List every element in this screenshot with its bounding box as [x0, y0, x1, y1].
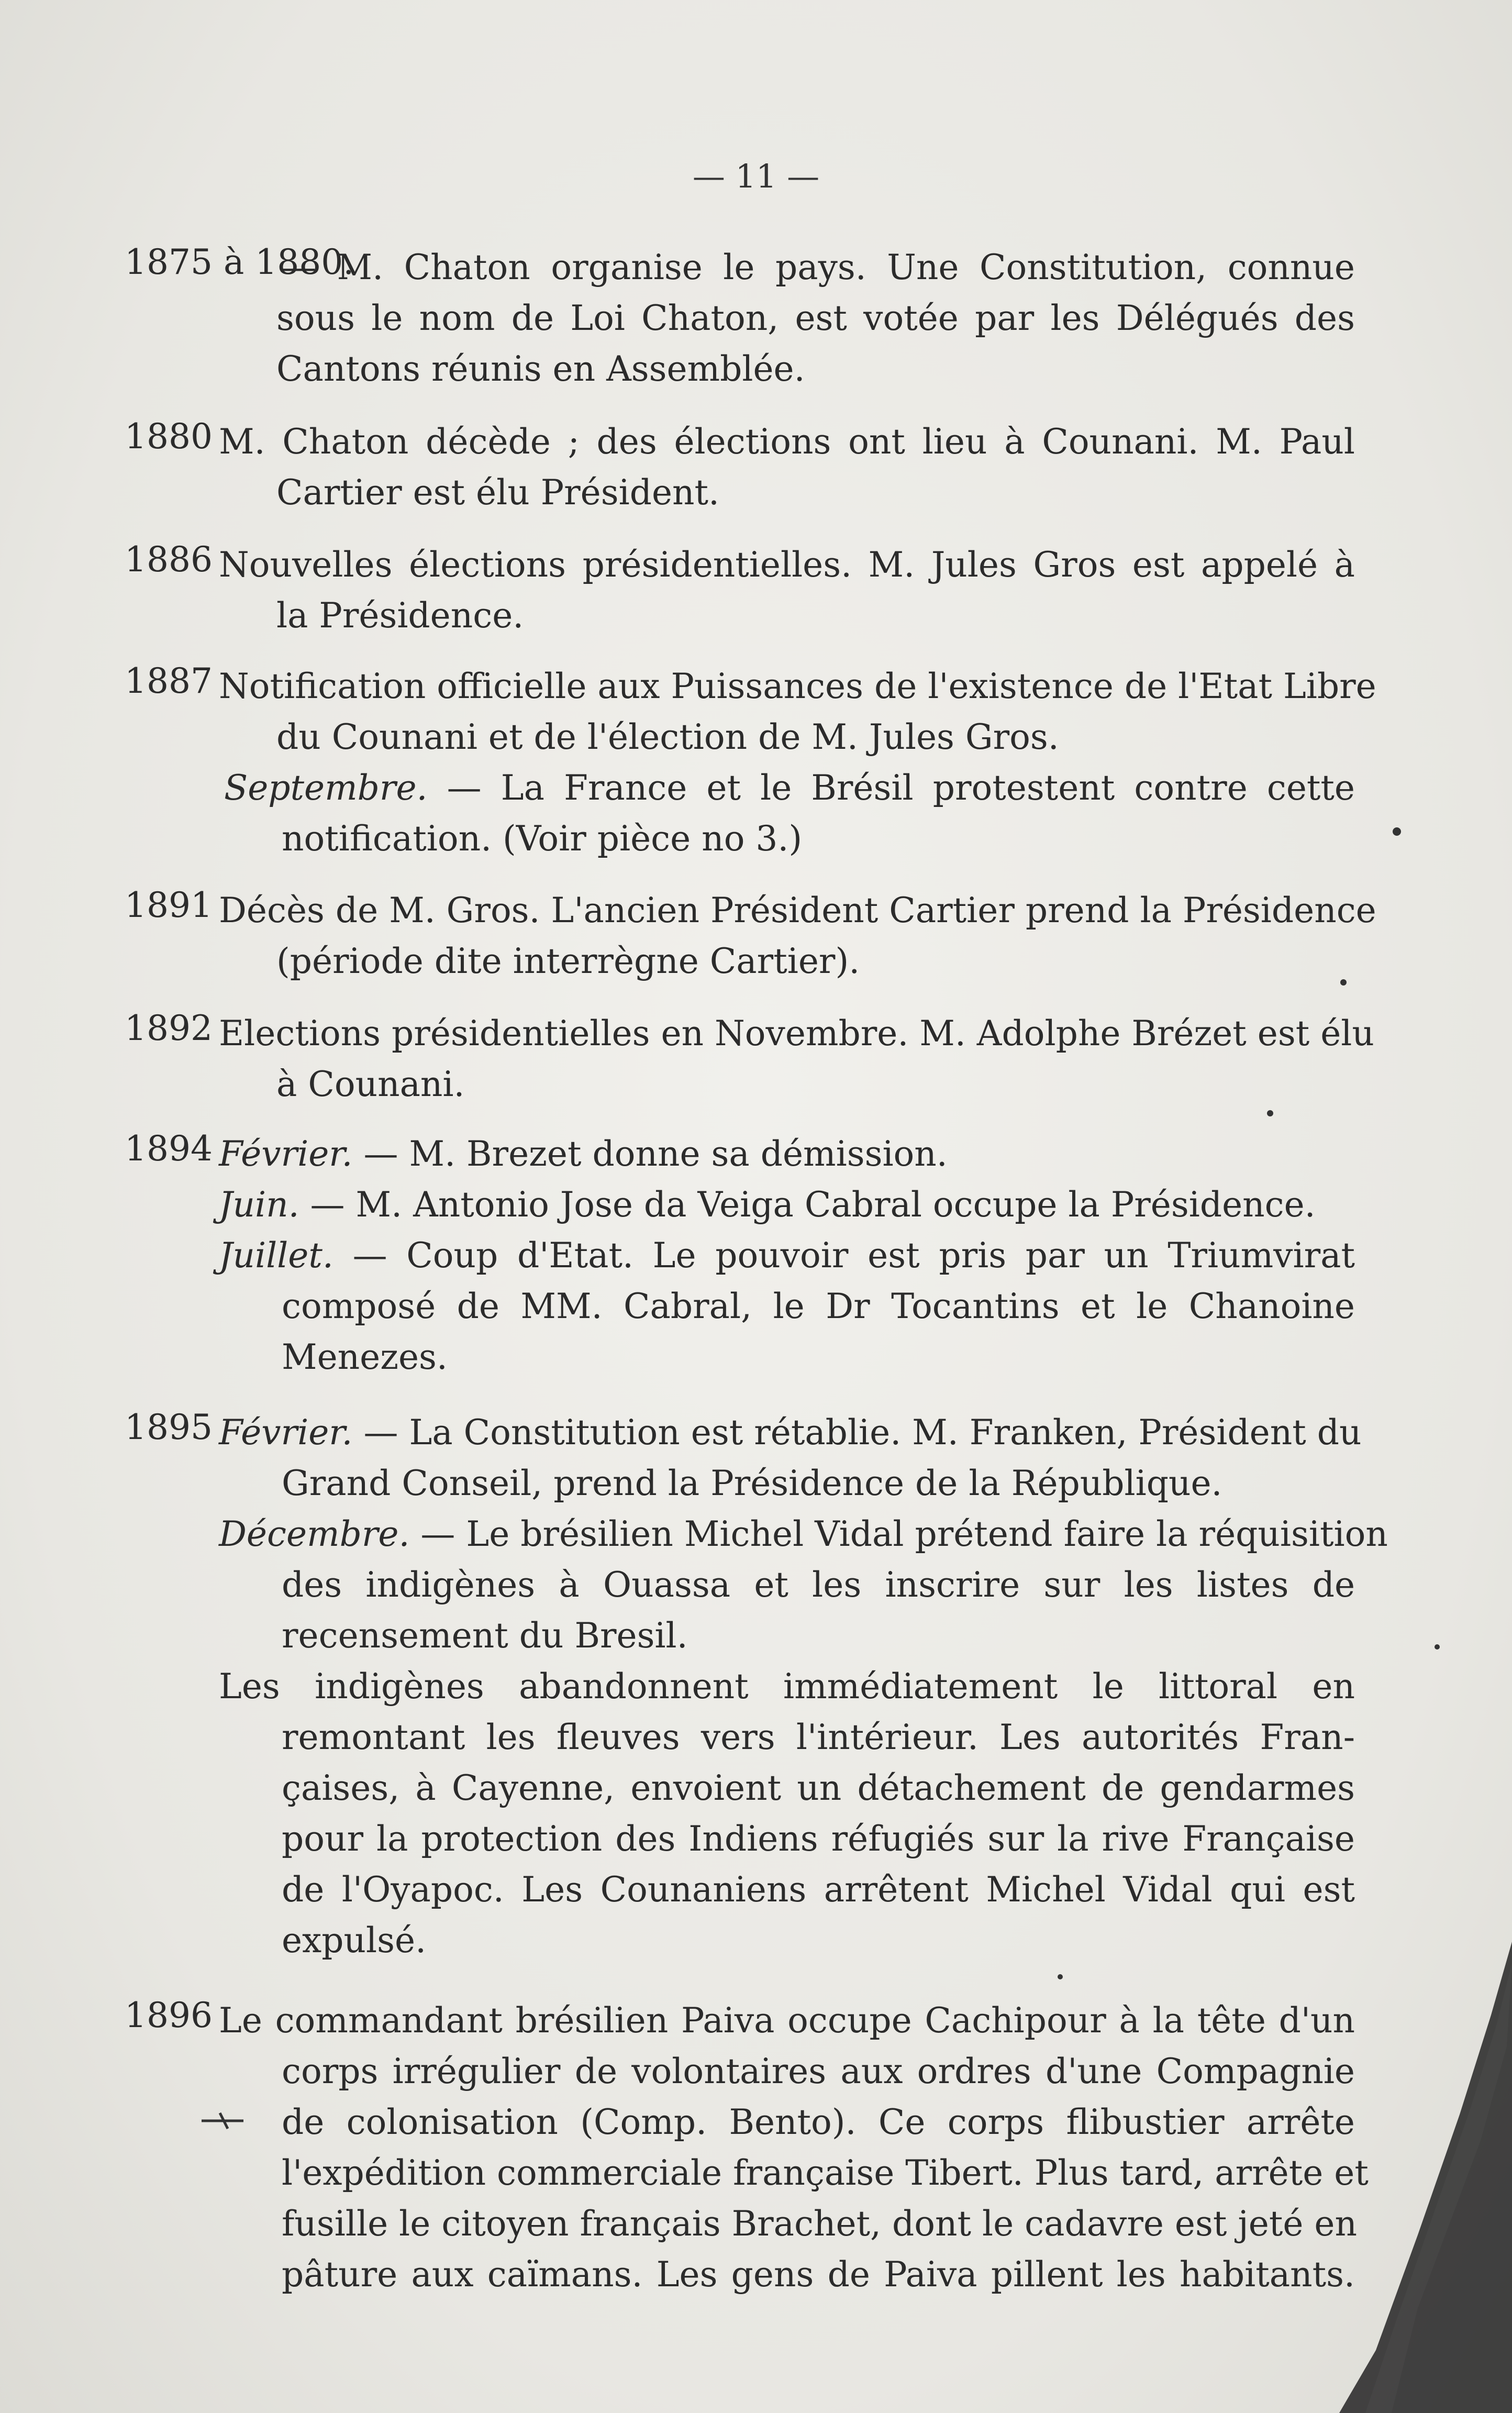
entry-year: 1895	[125, 1407, 213, 1447]
entry-line: çaises, à Cayenne, envoient un détachement de gendarmes	[282, 1768, 1355, 1808]
entry-sub-line	[125, 1179, 1355, 1230]
sub-label: Décembre.	[219, 1514, 410, 1554]
sub-text: — Le brésilien Michel Vidal prétend faire la réquisition	[420, 1514, 1388, 1554]
entry-line: l'expédition commerciale française Tibert. Plus tard, arrête et	[282, 2153, 1369, 2193]
entry-year: 1891	[125, 885, 213, 925]
entry-line: Nouvelles élections présidentielles. M. Jules Gros est appelé à	[219, 545, 1355, 585]
entry-sub-line	[125, 1407, 1362, 1458]
entry-sub-line	[125, 762, 1355, 813]
scan-speck	[1340, 979, 1347, 986]
scan-speck	[1058, 1974, 1063, 1979]
entry-1880	[125, 416, 1355, 518]
entry-1875	[125, 242, 1355, 394]
margin-cross-mark-icon	[199, 2110, 246, 2131]
entry-line: fusille le citoyen français Brachet, dont le cadavre est jeté en	[282, 2204, 1357, 2244]
entry-line: Cartier est élu Président.	[276, 472, 720, 513]
entry-line: la Présidence.	[276, 595, 524, 636]
entry-line: pour la protection des Indiens réfugiés sur la rive Française	[282, 1819, 1355, 1859]
entry-sub-line	[125, 1230, 1355, 1281]
entry-line: composé de MM. Cabral, le Dr Tocantins et le Chanoine	[282, 1286, 1355, 1326]
entry-line: Notification officielle aux Puissances de l'existence de l'Etat Libre	[219, 666, 1376, 706]
sub-label: Février.	[219, 1412, 353, 1453]
entry-line: remontant les fleuves vers l'intérieur. Les autorités Fran-	[282, 1717, 1355, 1757]
entry-year: 1880	[125, 416, 213, 457]
entry-line: Le commandant brésilien Paiva occupe Cachipour à la tête d'un	[219, 2000, 1355, 2041]
entry-line: de colonisation (Comp. Bento). Ce corps flibustier arrête	[282, 2102, 1355, 2142]
entry-line: du Counani et de l'élection de M. Jules Gros.	[276, 717, 1059, 757]
sub-text: — M. Brezet donne sa démission.	[363, 1134, 948, 1174]
sub-label: Juillet.	[219, 1235, 333, 1276]
page-number: — 11 —	[692, 157, 820, 195]
sub-text: — M. Antonio Jose da Veiga Cabral occupe la Présidence.	[310, 1185, 1316, 1225]
entry-line: sous le nom de Loi Chaton, est votée par les Délégués des	[276, 298, 1355, 338]
entry-line: pâture aux caïmans. Les gens de Paiva pillent les habitants.	[282, 2254, 1355, 2295]
entry-sub-line	[125, 1509, 1388, 1559]
entry-year: 1887	[125, 661, 213, 701]
sub-text: — Coup d'Etat. Le pouvoir est pris par un Triumvirat	[352, 1235, 1355, 1276]
entry-line: M. Chaton décède ; des élections ont lieu à Counani. M. Paul	[219, 422, 1355, 462]
entry-line: notification. (Voir pièce no 3.)	[282, 818, 803, 859]
entry-line: (période dite interrègne Cartier).	[276, 941, 860, 981]
entry-1895	[125, 1407, 1388, 1966]
sub-label: Septembre.	[224, 768, 428, 808]
scan-speck	[1267, 1110, 1273, 1116]
entry-line: expulsé.	[282, 1920, 427, 1961]
entry-line: Décès de M. Gros. L'ancien Président Cartier prend la Présidence	[219, 890, 1376, 931]
entry-line: Grand Conseil, prend la Présidence de la République.	[282, 1463, 1222, 1503]
entry-1892	[125, 1008, 1374, 1110]
entry-1886	[125, 539, 1355, 641]
entry-year: 1896	[125, 1995, 213, 2035]
entry-line: recensement du Bresil.	[282, 1615, 688, 1656]
sub-text: — La Constitution est rétablie. M. Franken, Président du	[363, 1412, 1362, 1453]
entry-year: 1892	[125, 1008, 213, 1048]
scan-stain	[1261, 1942, 1512, 2413]
entry-1894	[125, 1128, 1355, 1382]
sub-text: — La France et le Brésil protestent contre cette	[447, 768, 1355, 808]
entry-year: 1894	[125, 1128, 213, 1169]
entry-line: Les indigènes abandonnent immédiatement le littoral en	[219, 1666, 1355, 1707]
entry-line: — M. Chaton organise le pays. Une Constitution, connue	[282, 247, 1355, 287]
entry-1891	[125, 885, 1376, 987]
scan-speck	[1435, 1644, 1440, 1650]
sub-label: Février.	[219, 1134, 353, 1174]
entry-year: 1886	[125, 539, 213, 580]
entry-line: Menezes.	[282, 1337, 448, 1377]
entry-line: Cantons réunis en Assemblée.	[276, 349, 805, 389]
entry-line: à Counani.	[276, 1064, 465, 1104]
sub-label: Juin.	[219, 1185, 299, 1225]
entry-year: 1875 à 1880.	[125, 242, 354, 282]
entry-sub-line	[125, 1128, 1355, 1179]
entry-line: des indigènes à Ouassa et les inscrire sur les listes de	[282, 1565, 1355, 1605]
entry-line: corps irrégulier de volontaires aux ordres d'une Compagnie	[282, 2051, 1355, 2091]
entry-1896	[125, 1995, 1369, 2300]
entry-line: de l'Oyapoc. Les Counaniens arrêtent Michel Vidal qui est	[282, 1869, 1355, 1910]
scan-speck	[1393, 827, 1401, 836]
entry-line: Elections présidentielles en Novembre. M. Adolphe Brézet est élu	[219, 1013, 1374, 1054]
entry-1887	[125, 661, 1376, 864]
